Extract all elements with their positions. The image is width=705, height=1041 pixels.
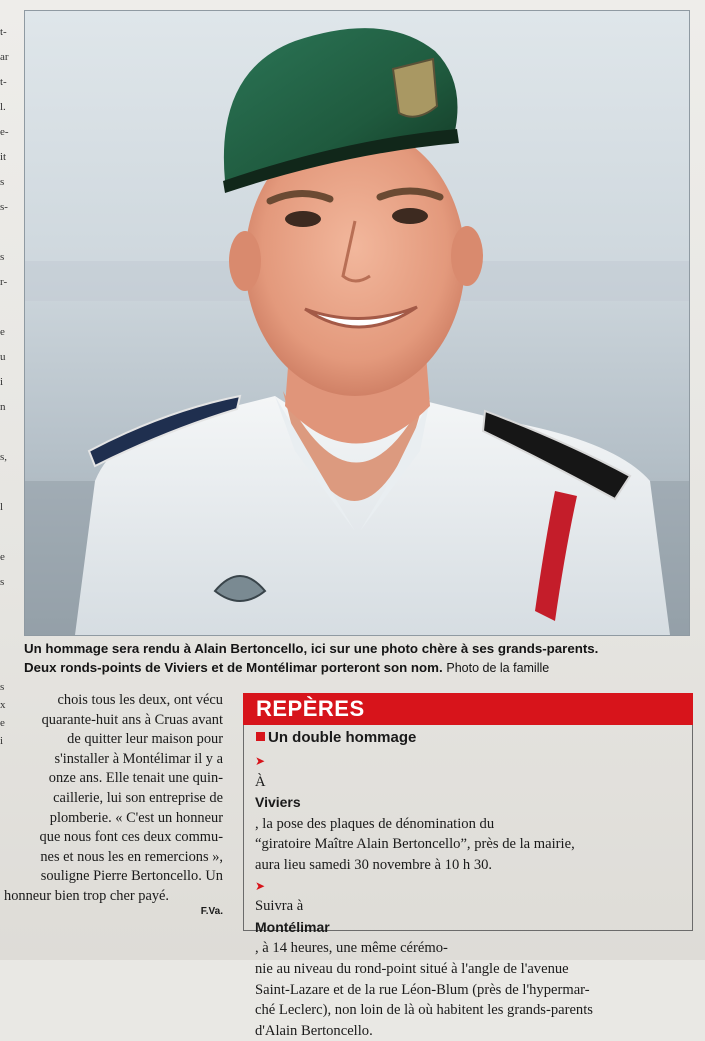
article-line: quarante-huit ans à Cruas avant — [41, 711, 223, 728]
margin-fragment: r- — [0, 276, 8, 288]
margin-fragment: u — [0, 351, 6, 363]
p2-place: Montélimar — [255, 918, 330, 935]
reperes-body — [243, 725, 693, 1039]
reperes-p2-line5: d'Alain Bertoncello. — [255, 1022, 373, 1039]
reperes-p2-line4: ché Leclerc), non loin de là où habitent les grands-parents — [255, 1002, 593, 1019]
reperes-p2-line1 — [255, 876, 691, 959]
reperes-text — [255, 751, 691, 1041]
article-line: plomberie. « C'est un honneur — [49, 809, 223, 826]
reperes-box — [243, 693, 693, 1039]
caption-line-2-bold: Deux ronds-points de Viviers et de Montélimar porteront son nom. — [24, 660, 443, 675]
margin-fragment: t- — [0, 76, 7, 88]
article-line: onze ans. Elle tenait une quin- — [48, 770, 223, 787]
p1-rest: , la pose des plaques de dénomination du — [255, 815, 495, 832]
margin-fragment: ar — [0, 51, 9, 63]
portrait-photo — [24, 10, 690, 636]
article-line: de quitter leur maison pour — [67, 731, 223, 748]
margin-fragment: e — [0, 551, 5, 563]
arrow-icon: ➤ — [255, 754, 266, 768]
p1-start: À — [255, 773, 266, 790]
margin-fragment: i — [0, 376, 4, 388]
p1-place: Viviers — [255, 794, 301, 811]
margin-fragment: e- — [0, 126, 9, 138]
article-column — [4, 691, 223, 919]
margin-fragment: s — [0, 251, 5, 263]
p2-start: Suivra à — [255, 898, 304, 915]
margin-fragment — [0, 520, 14, 545]
reperes-p2-line3: Saint-Lazare et de la rue Léon-Blum (près de l'hypermar- — [255, 981, 590, 998]
beret-badge-icon — [393, 59, 437, 117]
margin-fragment: s — [0, 681, 5, 693]
margin-fragment — [0, 420, 14, 445]
reperes-title: REPÈRES — [256, 696, 365, 721]
red-square-icon — [256, 732, 265, 741]
photo-credit: Photo de la famille — [446, 661, 550, 675]
margin-fragment: i — [0, 735, 4, 747]
portrait-illustration — [25, 11, 689, 635]
reperes-subtitle — [256, 729, 416, 746]
reperes-p2-line2: nie au niveau du rond-point situé à l'angle de l'avenue — [255, 960, 569, 977]
p2-rest: , à 14 heures, une même cérémo- — [255, 940, 448, 957]
article-line: souligne Pierre Bertoncello. Un — [40, 868, 223, 885]
margin-fragment — [0, 220, 14, 245]
margin-fragment: e — [0, 326, 5, 338]
margin-fragment: s, — [0, 451, 8, 463]
article-line: que nous font ces deux commu- — [39, 829, 223, 846]
reperes-subtitle-text: Un double hommage — [268, 729, 417, 746]
author-signature: F.Va. — [200, 905, 223, 917]
caption-line-1 — [24, 639, 688, 658]
reperes-header — [243, 693, 693, 725]
margin-fragment: e — [0, 717, 5, 729]
margin-fragment: s — [0, 176, 5, 188]
margin-fragment: n — [0, 401, 6, 413]
margin-fragment: l — [0, 501, 4, 513]
margin-fragment: l. — [0, 101, 6, 113]
article-line: s'installer à Montélimar il y a — [54, 750, 223, 767]
margin-fragment: x — [0, 699, 6, 711]
margin-fragment: s- — [0, 201, 8, 213]
margin-fragment — [0, 470, 14, 495]
margin-fragment: s — [0, 576, 5, 588]
article-line: honneur bien trop cher payé. — [4, 887, 170, 904]
arrow-icon: ➤ — [255, 878, 266, 893]
article-line: chois tous les deux, ont vécu — [57, 692, 223, 708]
article-line: nes et nous les en remercions », — [40, 848, 223, 865]
reperes-p1-line1 — [255, 751, 691, 834]
photo-caption — [24, 639, 688, 678]
margin-fragment: t- — [0, 26, 7, 38]
reperes-p1-line3: aura lieu samedi 30 novembre à 10 h 30. — [255, 856, 493, 873]
caption-line-2 — [24, 658, 688, 678]
margin-fragment — [0, 295, 14, 320]
margin-fragment: it — [0, 151, 7, 163]
left-margin-column-fragment — [0, 20, 14, 588]
article-line: caillerie, lui son entreprise de — [53, 789, 223, 806]
caption-line-1-text: Un hommage sera rendu à Alain Bertoncello, ici sur une photo chère à ses grands-parents. — [24, 641, 599, 656]
reperes-p1-line2: “giratoire Maître Alain Bertoncello”, près de la mairie, — [255, 836, 575, 853]
